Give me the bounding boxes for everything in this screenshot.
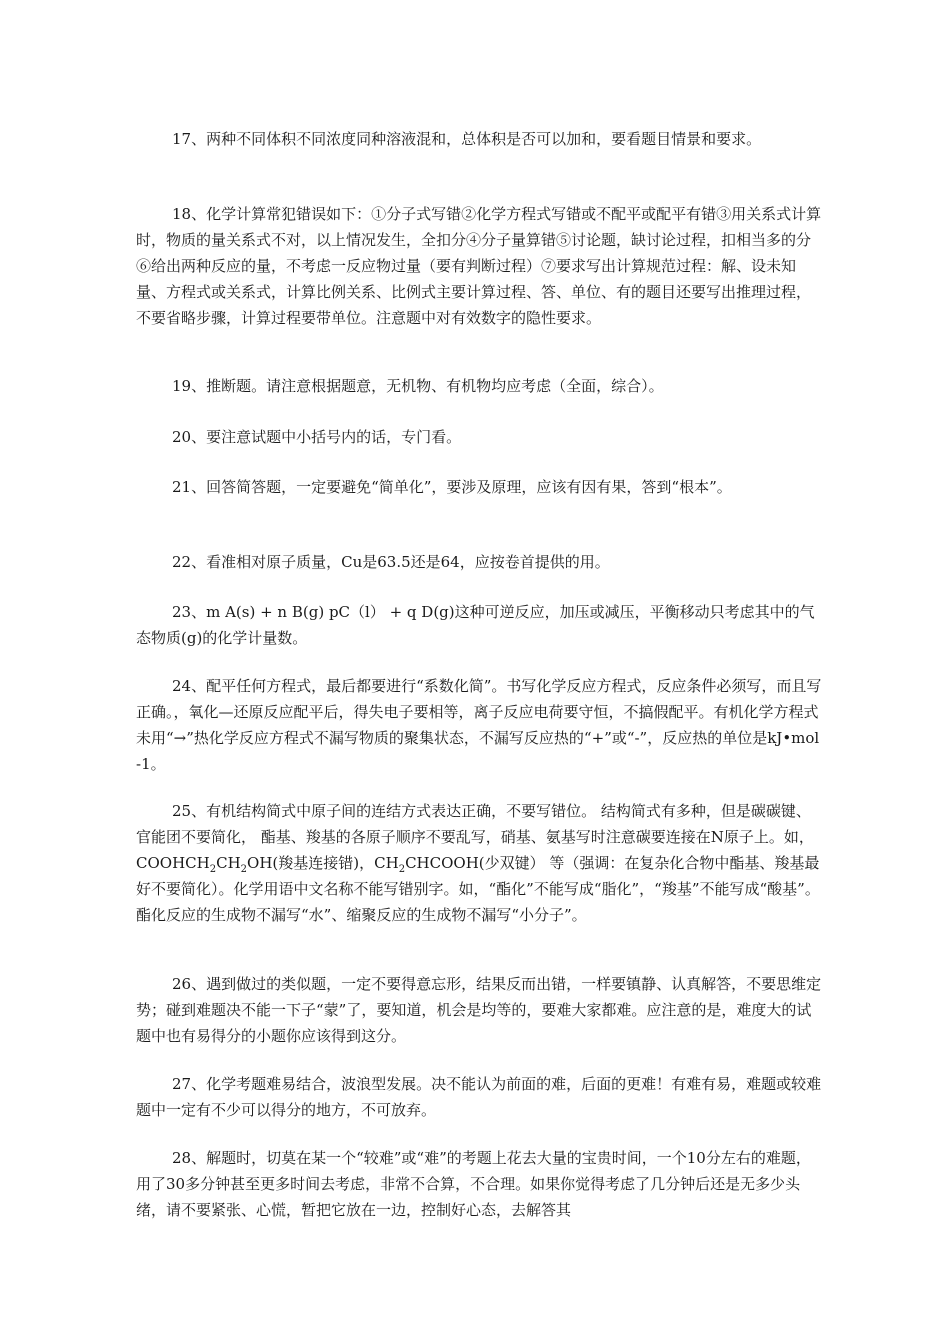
paragraph-21: 21、回答简答题，一定要避免“简单化”，要涉及原理，应该有因有果，答到“根本”。 [172, 478, 732, 496]
paragraph-25-part-b: CH [216, 854, 241, 872]
paragraph-19: 19、推断题。请注意根据题意，无机物、有机物均应考虑（全面，综合）。 [172, 377, 664, 395]
subscript: 2 [240, 864, 248, 875]
paragraph-24: 24、配平任何方程式，最后都要进行“系数化简”。书写化学反应方程式，反应条件必须写，而且写正确。，氧化—还原反应配平后，得失电子要相等，离子反应电荷要守恒，不搞假配平。有机化学方程式未用“→”热化学反应方程式不漏写物质的聚集状态，不漏写反应热的“+”或“-”，反应热的单位是kJ•mol-1。 [136, 677, 822, 773]
paragraph-27: 27、化学考题难易结合，波浪型发展。决不能认为前面的难，后面的更难！有难有易，难题或较难题中一定有不少可以得分的地方，不可放弃。 [136, 1075, 822, 1119]
paragraph-25 [136, 798, 822, 928]
paragraph-20: 20、要注意试题中小括号内的话，专门看。 [172, 428, 462, 446]
paragraph-23: 23、m A(s) + n B(g) pC（l） + q D(g)这种可逆反应，加压或减压，平衡移动只考虑其中的气态物质(g)的化学计量数。 [136, 603, 815, 647]
paragraph-18: 18、化学计算常犯错误如下：①分子式写错②化学方程式写错或不配平或配平有错③用关系式计算时，物质的量关系式不对，以上情况发生，全扣分④分子量算错⑤讨论题，缺讨论过程，扣相当多的分⑥给出两种反应的量，不考虑一反应物过量（要有判断过程）⑦要求写出计算规范过程：解、设未知量、方程式或关系式，计算比例关系、比例式主要计算过程、答、单位、有的题目还要写出推理过程，不要省略步骤，计算过程要带单位。注意题中对有效数字的隐性要求。 [136, 205, 822, 327]
paragraph-25-part-a: 25、有机结构简式中原子间的连结方式表达正确，不要写错位。 结构简式有多种，但是碳碳键、官能团不要简化， 酯基、羧基的各原子顺序不要乱写，硝基、氨基写时注意碳要连接在N原子上。如，COOHCH [136, 802, 814, 872]
paragraph-25-part-c: OH(羧基连接错)，CH [247, 854, 399, 872]
paragraph-22: 22、看准相对原子质量，Cu是63.5还是64，应按卷首提供的用。 [172, 553, 610, 571]
paragraph-25-part-d: CHCOOH(少双键） 等（强调：在复杂化合物中酯基、羧基最好不要简化）。化学用语中文名称不能写错别字。如，“酯化”不能写成“脂化”，“羧基”不能写成“酸基”。 酯化反应的生成物不漏写“水”、缩聚反应的生成物不漏写“小分子”。 [136, 854, 820, 924]
paragraph-28: 28、解题时，切莫在某一个“较难”或“难”的考题上花去大量的宝贵时间，一个10分左右的难题，用了30多分钟甚至更多时间去考虑，非常不合算，不合理。如果你觉得考虑了几分钟后还是无多少头绪，请不要紧张、心慌，暂把它放在一边，控制好心态，去解答其 [136, 1149, 811, 1219]
paragraph-26: 26、遇到做过的类似题，一定不要得意忘形，结果反而出错，一样要镇静、认真解答，不要思维定势；碰到难题决不能一下子“蒙”了，要知道，机会是均等的，要难大家都难。应注意的是，难度大的试题中也有易得分的小题你应该得到这分。 [136, 975, 822, 1045]
subscript: 2 [398, 864, 406, 875]
subscript: 2 [209, 864, 217, 875]
paragraph-17: 17、两种不同体积不同浓度同种溶液混和，总体积是否可以加和，要看题目情景和要求。 [172, 130, 762, 148]
